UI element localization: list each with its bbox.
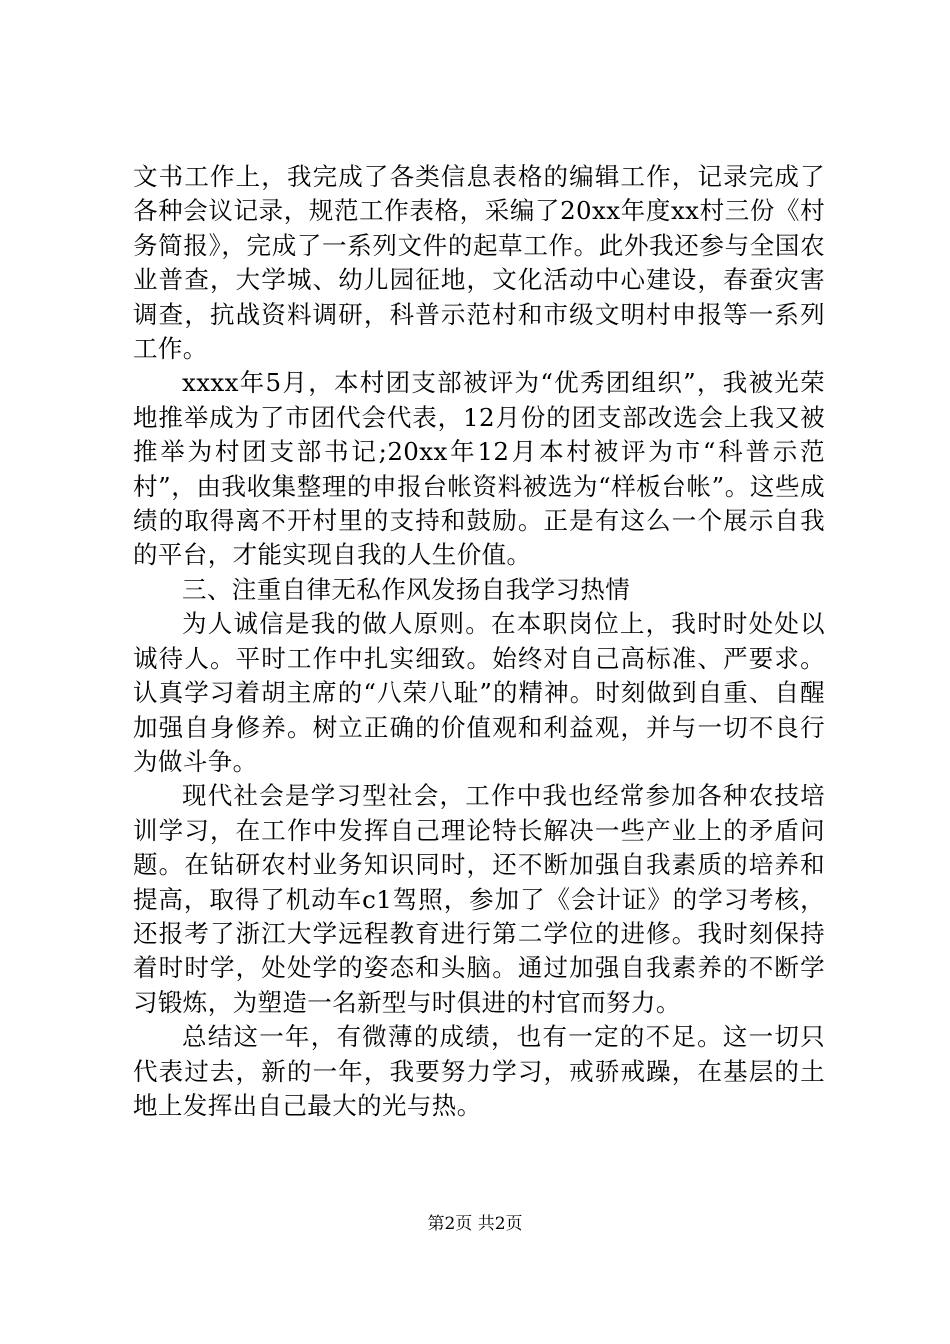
paragraph-summary: 总结这一年，有微薄的成绩，也有一定的不足。这一切只代表过去，新的一年，我要努力学习，戒骄戒躁，在基层的土地上发挥出自己最大的光与热。 (133, 1022, 825, 1120)
paragraph-integrity: 为人诚信是我的做人原则。在本职岗位上，我时时处处以诚待人。平时工作中扎实细致。始终对自己高标准、严要求。认真学习着胡主席的“八荣八耻”的精神。时刻做到自重、自醒加强自身修养。树立正确的价值观和利益观，并与一切不良行为做斗争。 (133, 609, 825, 776)
document-body (133, 160, 825, 1123)
paragraph-paperwork: 文书工作上，我完成了各类信息表格的编辑工作，记录完成了各种会议记录，规范工作表格，采编了20xx年度xx村三份《村务简报》，完成了一系列文件的起草工作。此外我还参与全国农业普查，大学城、幼儿园征地，文化活动中心建设，春蚕灾害调查，抗战资料调研，科普示范村和市级文明村申报等一系列工作。 (133, 162, 825, 364)
paragraph-learning: 现代社会是学习型社会，工作中我也经常参加各种农技培训学习，在工作中发挥自己理论特长解决一些产业上的矛盾问题。在钻研农村业务知识同时，还不断加强自我素质的培养和提高，取得了机动车c1驾照，参加了《会计证》的学习考核，还报考了浙江大学远程教育进行第二学位的进修。我时刻保持着时时学，处处学的姿态和头脑。通过加强自我素养的不断学习锻炼，为塑造一名新型与时俱进的村官而努力。 (133, 781, 825, 1017)
section-heading-self-discipline: 三、注重自律无私作风发扬自我学习热情 (182, 574, 631, 604)
page-number-footer: 第2页 共2页 (427, 1214, 523, 1234)
paragraph-achievements: xxxx年5月，本村团支部被评为“优秀团组织”，我被光荣地推举成为了市团代会代表，12月份的团支部改选会上我又被推举为村团支部书记;20xx年12月本村被评为市“科普示范村”，由我收集整理的申报台帐资料被选为“样板台帐”。这些成绩的取得离不开村里的支持和鼓励。正是有这么一个展示自我的平台，才能实现自我的人生价值。 (133, 368, 825, 570)
